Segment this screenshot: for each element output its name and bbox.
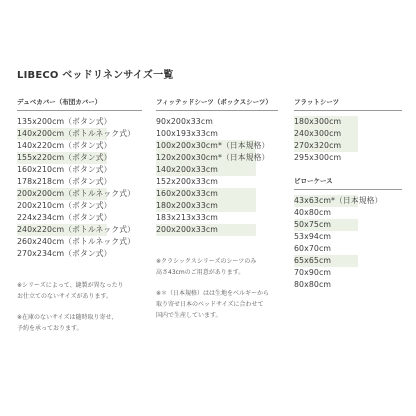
pillow-size-row: 43x63cm*（日本規格） (294, 196, 383, 205)
flat-size-row: 240x300cm (294, 128, 358, 140)
duvet-size-row: 140x220cm（ボタン式） (17, 141, 112, 150)
fitted-size-row: 120x200x30cm*（日本規格） (156, 153, 270, 162)
fitted-size-row: 100x200x30cm*（日本規格） (156, 141, 270, 150)
pillow-size-row: 80x80cm (294, 280, 332, 289)
fitted-sheet-heading: フィッテッドシーツ（ボックスシーツ） (156, 98, 272, 106)
duvet-size-row: 178x218cm（ボタン式） (17, 177, 112, 186)
duvet-size-row: 270x234cm（ボタン式） (17, 249, 112, 258)
fitted-size-row: 90x200x33cm (156, 117, 213, 126)
duvet-size-row: 224x234cm（ボタン式） (17, 213, 112, 222)
fitted-size-row: 183x213x33cm (156, 213, 218, 222)
flat-and-pillow-column (294, 97, 402, 291)
flat-sheet-list (294, 116, 402, 164)
duvet-note-stock-line-1: ※在庫のないサイズは随時取り寄せ、 (17, 314, 118, 321)
pillow-size-row: 65x65cm (294, 255, 358, 267)
duvet-note-sewing (17, 280, 142, 302)
fitted-size-row: 140x200x33cm (156, 164, 256, 176)
fitted-note-classics-line-2: 高さ43cmのご用意があります。 (156, 269, 245, 276)
fitted-note-classics-line-1: ※クラシックスシリーズのシーツのみ (156, 258, 257, 265)
fitted-size-row: 180x200x33cm (156, 200, 256, 212)
duvet-size-row: 135x200cm（ボタン式） (17, 117, 112, 126)
duvet-size-row: 155x220cm（ボタン式） (17, 153, 112, 162)
flat-size-row: 180x300cm (294, 116, 358, 128)
duvet-size-row: 260x240cm（ボトルネック式） (17, 237, 135, 246)
fitted-size-row: 100x193x33cm (156, 129, 218, 138)
duvet-note-stock (17, 312, 142, 334)
duvet-size-row: 240x220cm（ボトルネック式） (17, 225, 135, 234)
pillow-case-divider (294, 189, 402, 190)
duvet-note-sewing-line-2: お仕立てのないサイズがあります。 (17, 293, 113, 300)
fitted-note-japan-line-1: ※＊（日本規格）はは生地をベルギーから (156, 290, 270, 297)
pillow-size-row: 40x80cm (294, 208, 332, 217)
fitted-note-japan-line-2: 取り寄せ日本のベッドサイズに合わせて (156, 301, 264, 308)
duvet-size-row: 140x200cm（ボトルネック式） (17, 129, 135, 138)
duvet-note-stock-line-2: 予約を承っております。 (17, 325, 83, 332)
fitted-note-japan-standard (156, 288, 278, 321)
flat-sheet-divider (294, 110, 402, 111)
fitted-size-row: 160x200x33cm (156, 188, 256, 200)
pillow-case-heading: ピローケース (294, 177, 333, 185)
duvet-size-row: 160x210cm（ボタン式） (17, 165, 112, 174)
flat-size-row: 295x300cm (294, 153, 342, 162)
pillow-size-row: 60x70cm (294, 244, 332, 253)
duvet-cover-list (17, 116, 142, 260)
pillow-size-row: 53x94cm (294, 232, 332, 241)
pillow-case-list (294, 195, 402, 291)
pillow-size-row: 70x90cm (294, 268, 332, 277)
fitted-size-row: 152x200x33cm (156, 177, 218, 186)
duvet-size-row: 200x200cm（ボトルネック式） (17, 189, 135, 198)
fitted-size-row: 200x200x33cm (156, 224, 256, 236)
duvet-note-sewing-line-1: ※シリーズによって、縫製が異なったり (17, 282, 124, 289)
flat-size-row: 270x320cm (294, 140, 358, 152)
duvet-cover-heading: デュベカバー（布団カバー） (17, 98, 102, 106)
duvet-size-row: 200x210cm（ボタン式） (17, 201, 112, 210)
page-title: LIBECO ベッドリネンサイズ一覧 (17, 70, 174, 81)
pillow-size-row: 50x75cm (294, 219, 358, 231)
fitted-sheet-column (156, 97, 278, 321)
duvet-cover-divider (17, 110, 142, 111)
fitted-note-classics (156, 256, 278, 278)
fitted-sheet-list (156, 116, 278, 236)
fitted-sheet-divider (156, 110, 278, 111)
flat-sheet-heading: フラットシーツ (294, 98, 340, 106)
fitted-note-japan-line-3: 国内で生産しています。 (156, 312, 222, 319)
duvet-cover-column (17, 97, 142, 334)
